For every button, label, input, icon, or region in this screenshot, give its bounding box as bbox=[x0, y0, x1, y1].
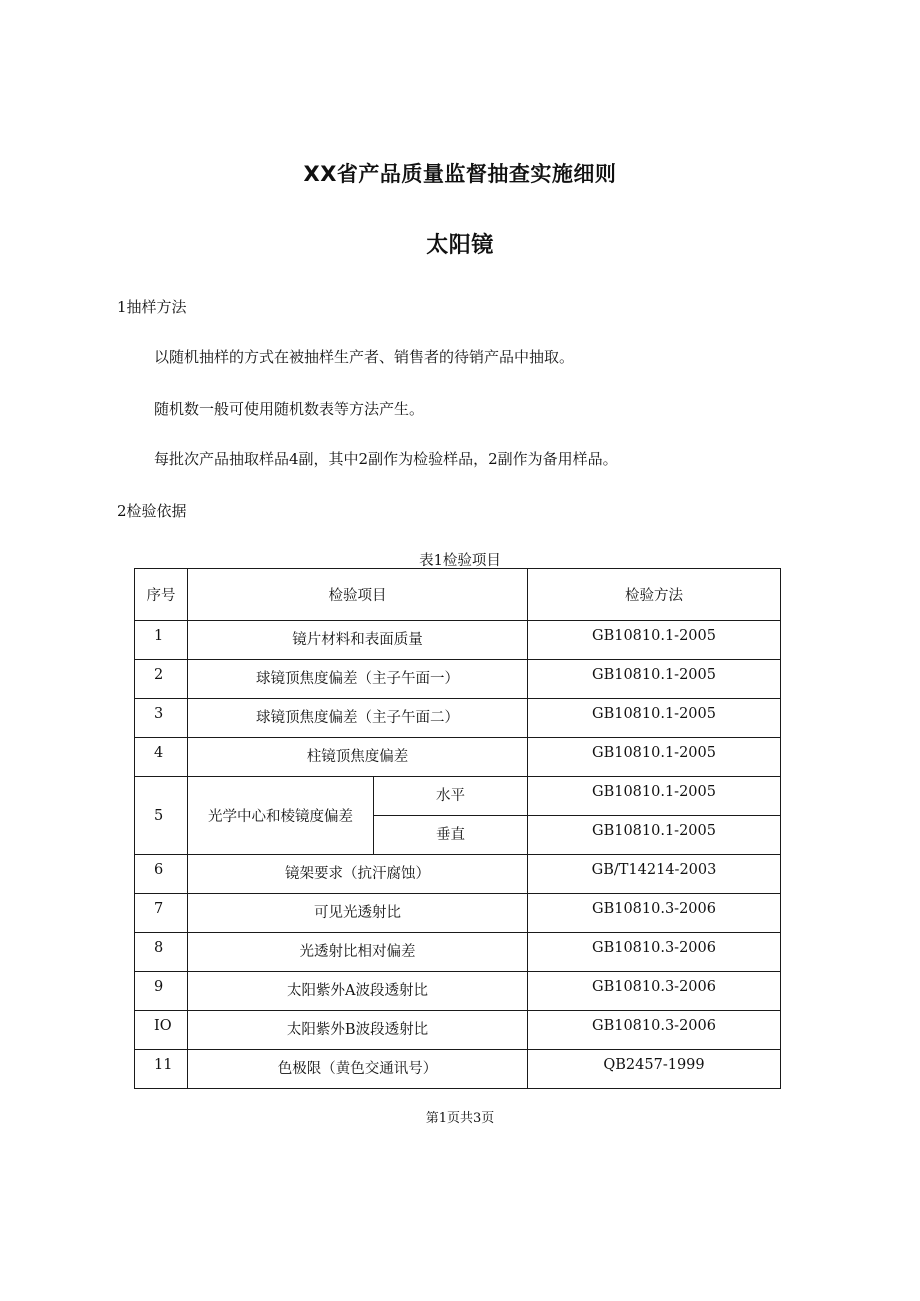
row-number: 4 bbox=[135, 738, 188, 777]
table-row bbox=[135, 660, 781, 699]
row-item: 光学中心和棱镜度偏差 bbox=[188, 777, 374, 855]
row-item: 色极限（黄色交通讯号） bbox=[188, 1050, 528, 1089]
table-row bbox=[135, 933, 781, 972]
row-sub-item-vertical: 垂直 bbox=[374, 816, 528, 855]
row-number: 3 bbox=[135, 699, 188, 738]
inspection-items-table bbox=[134, 568, 781, 1089]
row-item: 可见光透射比 bbox=[188, 894, 528, 933]
row-item: 球镜顶焦度偏差（主子午面二） bbox=[188, 699, 528, 738]
table-row bbox=[135, 738, 781, 777]
table-header-row bbox=[135, 569, 781, 621]
table-row bbox=[135, 621, 781, 660]
row-item: 球镜顶焦度偏差（主子午面一） bbox=[188, 660, 528, 699]
row-number: 11 bbox=[135, 1050, 188, 1089]
section-1-heading: 1抽样方法 bbox=[117, 298, 187, 316]
section-1-paragraph-2: 随机数一般可使用随机数表等方法产生。 bbox=[154, 400, 425, 418]
row-method: GB/T14214-2003 bbox=[528, 855, 781, 894]
row-method: GB10810.3-2006 bbox=[528, 1011, 781, 1050]
header-number: 序号 bbox=[135, 569, 188, 621]
table-row bbox=[135, 1011, 781, 1050]
row-method: GB10810.3-2006 bbox=[528, 933, 781, 972]
table-row bbox=[135, 972, 781, 1011]
section-1-paragraph-3: 每批次产品抽取样品4副，其中2副作为检验样品，2副作为备用样品。 bbox=[154, 450, 618, 468]
document-subtitle: 太阳镜 bbox=[426, 233, 494, 258]
row-item: 光透射比相对偏差 bbox=[188, 933, 528, 972]
header-item: 检验项目 bbox=[188, 569, 528, 621]
row-method: GB10810.1-2005 bbox=[528, 621, 781, 660]
row-number: 7 bbox=[135, 894, 188, 933]
table-row bbox=[135, 699, 781, 738]
row-item: 太阳紫外A波段透射比 bbox=[188, 972, 528, 1011]
row-number: 6 bbox=[135, 855, 188, 894]
row-item: 镜片材料和表面质量 bbox=[188, 621, 528, 660]
section-1-paragraph-1: 以随机抽样的方式在被抽样生产者、销售者的待销产品中抽取。 bbox=[154, 348, 575, 366]
row-method: GB10810.1-2005 bbox=[528, 777, 781, 816]
row-method: GB10810.3-2006 bbox=[528, 894, 781, 933]
row-method: GB10810.1-2005 bbox=[528, 660, 781, 699]
table-row bbox=[135, 777, 781, 816]
row-number: IO bbox=[135, 1011, 188, 1050]
table-caption: 表1检验项目 bbox=[419, 553, 501, 569]
document-title: XX省产品质量监督抽查实施细则 bbox=[303, 162, 617, 186]
row-item: 柱镜顶焦度偏差 bbox=[188, 738, 528, 777]
row-method: GB10810.3-2006 bbox=[528, 972, 781, 1011]
table-row bbox=[135, 855, 781, 894]
row-number: 2 bbox=[135, 660, 188, 699]
row-method: GB10810.1-2005 bbox=[528, 738, 781, 777]
table-row bbox=[135, 1050, 781, 1089]
row-item: 太阳紫外B波段透射比 bbox=[188, 1011, 528, 1050]
page-number-footer: 第1页共3页 bbox=[425, 1111, 495, 1126]
row-method: QB2457-1999 bbox=[528, 1050, 781, 1089]
row-method: GB10810.1-2005 bbox=[528, 816, 781, 855]
row-method: GB10810.1-2005 bbox=[528, 699, 781, 738]
row-item: 镜架要求（抗汗腐蚀） bbox=[188, 855, 528, 894]
row-number: 5 bbox=[135, 777, 188, 855]
header-method: 检验方法 bbox=[528, 569, 781, 621]
row-number: 9 bbox=[135, 972, 188, 1011]
row-number: 8 bbox=[135, 933, 188, 972]
section-2-heading: 2检验依据 bbox=[117, 502, 187, 520]
row-number: 1 bbox=[135, 621, 188, 660]
row-sub-item-horizontal: 水平 bbox=[374, 777, 528, 816]
table-row bbox=[135, 894, 781, 933]
